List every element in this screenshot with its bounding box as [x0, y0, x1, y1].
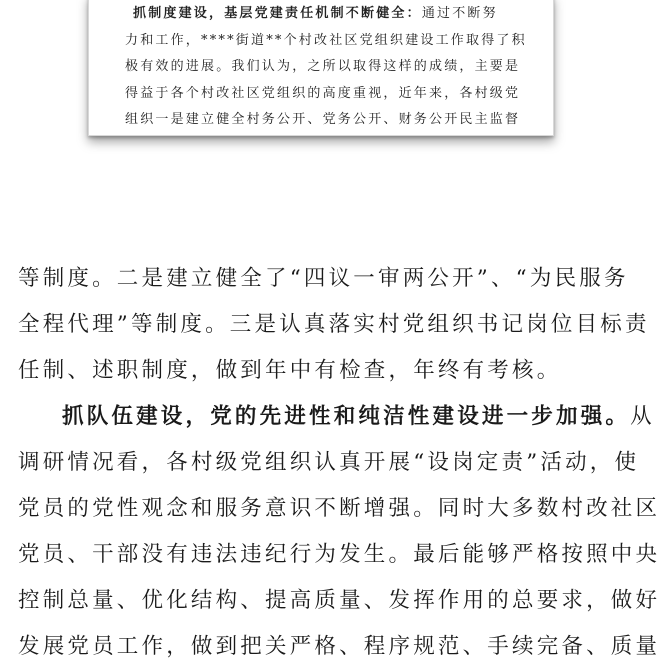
body-line: 等制度。二是建立健全了“四议一审两公开”、“为民服务 [18, 266, 629, 291]
body-line: 调研情况看，各村级党组织认真开展“设岗定责”活动，使 [18, 450, 640, 475]
section-heading-bold: 抓队伍建设，党的先进性和纯洁性建设进一步加强。 [62, 404, 631, 429]
preview-bold-lead: 抓制度建设，基层党建责任机制不断健全： [133, 6, 422, 21]
body-line: 任制、述职制度，做到年中有检查，年终有考核。 [18, 358, 562, 383]
body-line: 全程代理”等制度。三是认真落实村党组织书记岗位目标责 [18, 312, 650, 337]
body-line-text: 从 [630, 404, 655, 429]
document-preview-card [88, 0, 554, 136]
body-line: 党员的党性观念和服务意识不断增强。同时大多数村改社区 [18, 496, 660, 521]
preview-line [125, 1, 525, 28]
preview-line: 力和工作，****街道**个村改社区党组织建设工作取得了积 [125, 32, 527, 48]
preview-line: 组织一是建立健全村务公开、党务公开、财务公开民主监督 [125, 112, 521, 127]
body-paragraph-start [18, 394, 655, 440]
body-line: 发展党员工作，做到把关严格、程序规范、手续完备、质量 [18, 634, 660, 659]
body-line: 控制总量、优化结构、提高质量、发挥作用的总要求，做好 [18, 588, 660, 613]
preview-text-block [125, 1, 525, 134]
preview-line: 极有效的进展。我们认为，之所以取得这样的成绩，主要是 [125, 59, 521, 74]
body-line: 党员、干部没有违法违纪行为发生。最后能够严格按照中央 [18, 542, 660, 567]
body-text-block [18, 256, 660, 670]
preview-line-text: 通过不断努 [421, 6, 498, 21]
preview-line: 得益于各个村改社区党组织的高度重视，近年来，各村级党 [125, 85, 521, 101]
